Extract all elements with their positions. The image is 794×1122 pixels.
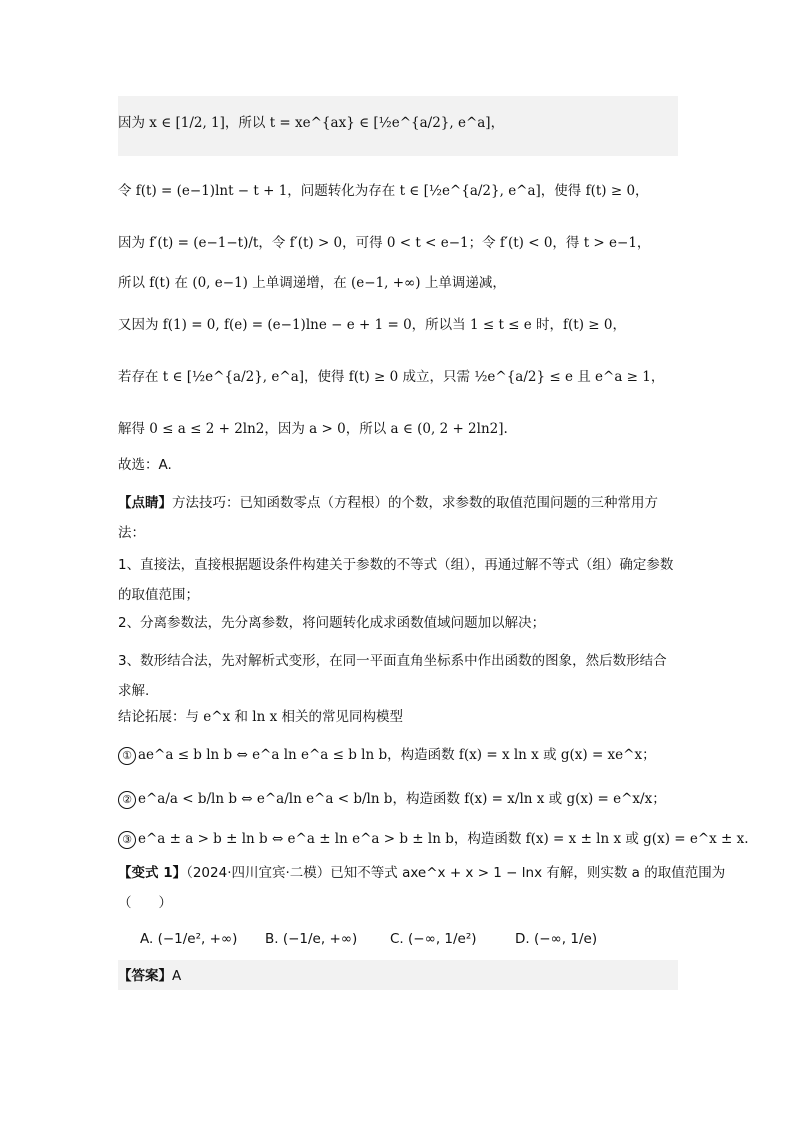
text-line-6: 若存在 t ∈ [½e^{a/2}, e^a]，使得 f(t) ≥ 0 成立，只需 ½e^{a/2} ≤ e 且 e^a ≥ 1， [118, 369, 665, 385]
text-line-7: 解得 0 ≤ a ≤ 2 + 2ln2，因为 a > 0，所以 a ∈ (0, 2 + 2ln2]. [118, 421, 508, 437]
variant-text: （2024·四川宜宾·二模）已知不等式 axe^x + x > 1 − lnx 有解，则实数 a 的取值范围为 [186, 865, 726, 881]
conclusion-title: 结论拓展：与 e^x 和 ln x 相关的常见同构模型 [118, 709, 403, 725]
circle-1-icon: ① [118, 747, 136, 765]
answer-value: A [172, 968, 182, 984]
model-1-text: ae^a ≤ b ln b ⇔ e^a ln e^a ≤ b ln b，构造函数 f(x) = x ln x 或 g(x) = xe^x； [138, 747, 656, 763]
text-line-5: 又因为 f(1) = 0, f(e) = (e−1)lne − e + 1 = 0，所以当 1 ≤ t ≤ e 时，f(t) ≥ 0， [118, 317, 626, 333]
model-3-text: e^a ± a > b ± ln b ⇔ e^a ± ln e^a > b ± ln b，构造函数 f(x) = x ± ln x 或 g(x) = e^x ± x. [138, 831, 749, 847]
option-d[interactable]: D. (−∞, 1/e) [515, 931, 598, 947]
model-3 [118, 828, 749, 850]
variant-paren: （ ） [118, 895, 172, 911]
method-3: 3、数形结合法，先对解析式变形，在同一平面直角坐标系中作出函数的图象，然后数形结合求解. [118, 653, 667, 699]
option-a[interactable]: A. (−1/e², +∞) [140, 931, 238, 947]
variant-label: 【变式 1】 [118, 865, 187, 881]
option-b[interactable]: B. (−1/e, +∞) [265, 931, 358, 947]
hint-paragraph [118, 488, 678, 548]
options-row [140, 928, 700, 950]
answer-label: 【答案】 [118, 968, 172, 984]
text-line-4: 所以 f(t) 在 (0, e−1) 上单调递增，在 (e−1, +∞) 上单调递减， [118, 275, 506, 291]
method-2: 2、分离参数法，先分离参数，将问题转化成求函数值域问题加以解决； [118, 615, 546, 631]
text-line-3: 因为 f′(t) = (e−1−t)/t，令 f′(t) > 0，可得 0 < t < e−1；令 f′(t) < 0，得 t > e−1， [118, 235, 651, 251]
model-1 [118, 744, 678, 766]
model-2-text: e^a/a < b/ln b ⇔ e^a/ln e^a < b/ln b，构造函数 f(x) = x/ln x 或 g(x) = e^x/x； [138, 791, 666, 807]
option-c[interactable]: C. (−∞, 1/e²) [390, 931, 477, 947]
model-2 [118, 788, 678, 810]
text-line-2: 令 f(t) = (e−1)lnt − t + 1，问题转化为存在 t ∈ [½e^{a/2}, e^a]，使得 f(t) ≥ 0， [118, 183, 649, 199]
method-1: 1、直接法，直接根据题设条件构建关于参数的不等式（组），再通过解不等式（组）确定参数的取值范围； [118, 557, 674, 603]
circle-3-icon: ③ [118, 831, 136, 849]
variant-question [118, 862, 726, 884]
text-line-8: 故选：A. [118, 457, 172, 473]
text-line-1: 因为 x ∈ [1/2, 1]，所以 t = xe^{ax} ∈ [½e^{a/2}, e^a]， [118, 115, 505, 131]
hint-text: 方法技巧：已知函数零点（方程根）的个数，求参数的取值范围问题的三种常用方法： [118, 495, 658, 541]
circle-2-icon: ② [118, 791, 136, 809]
answer-line [118, 965, 678, 987]
hint-label: 【点睛】 [118, 495, 172, 511]
